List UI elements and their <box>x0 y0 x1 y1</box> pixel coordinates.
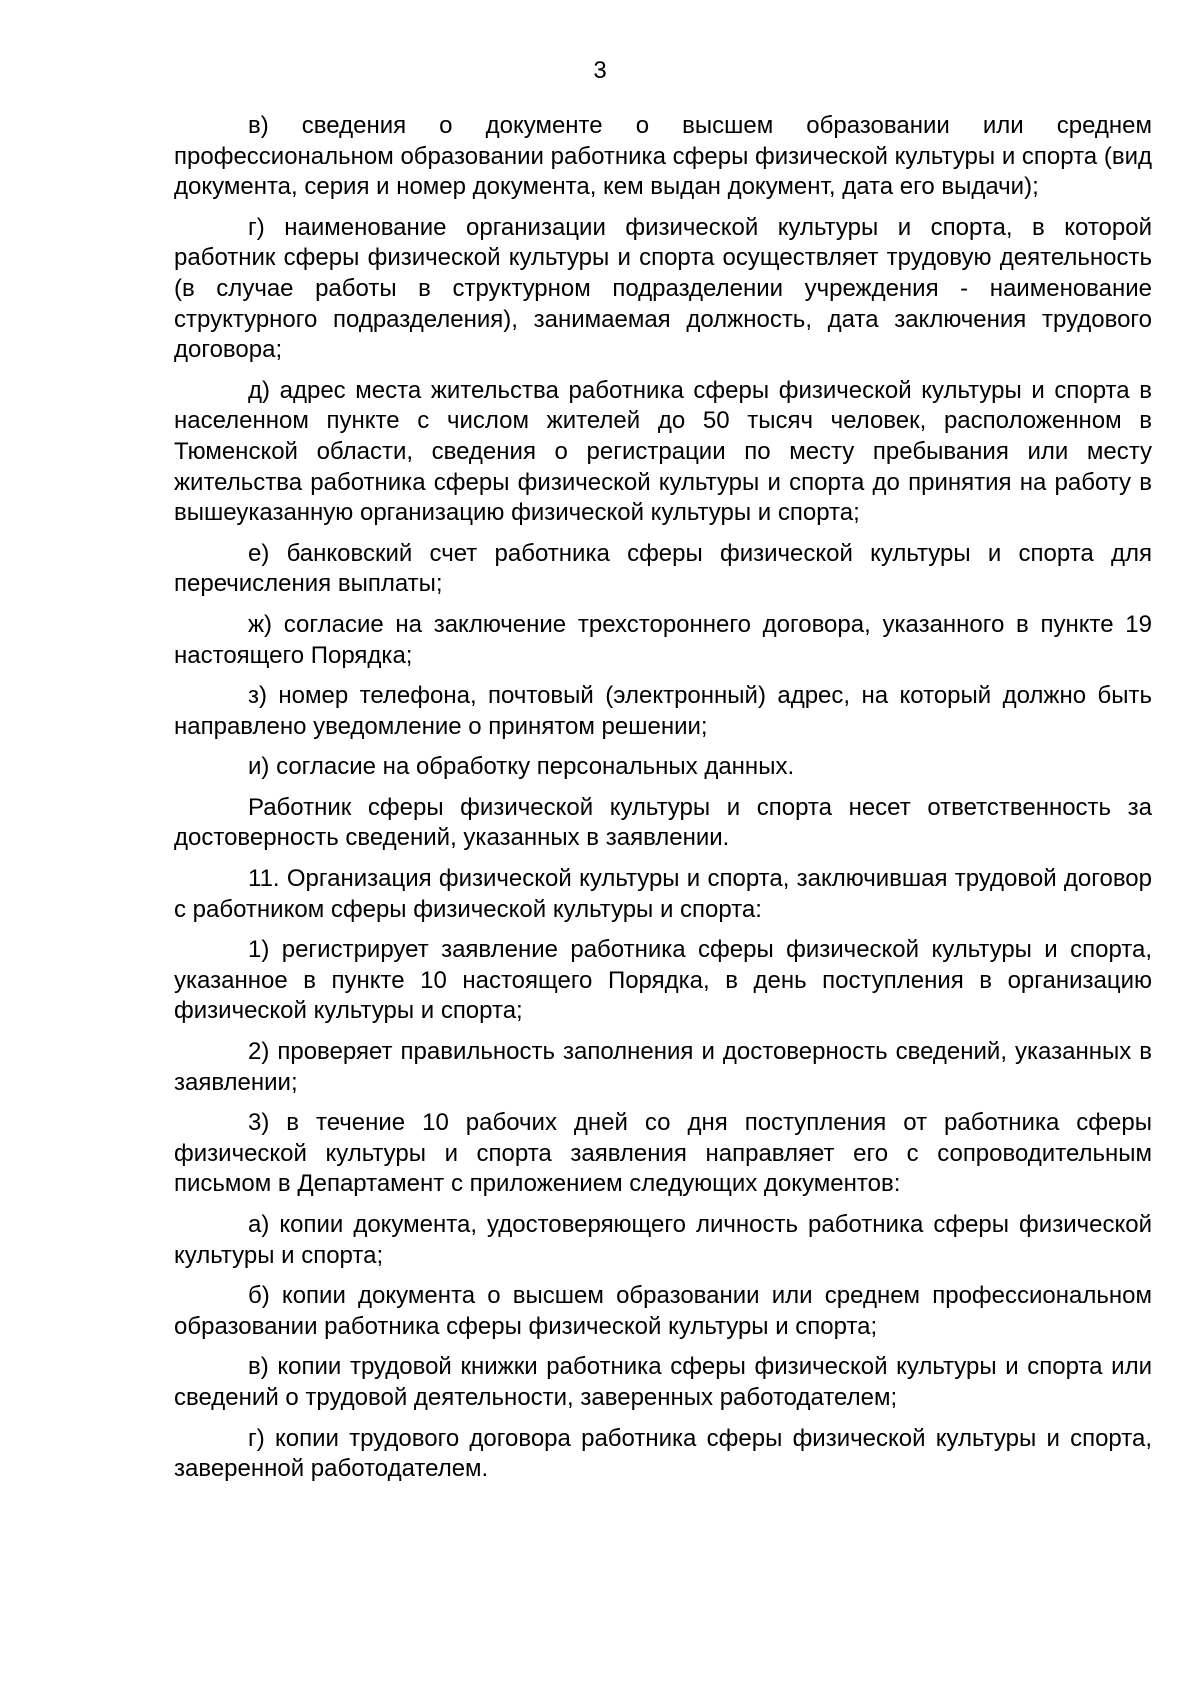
paragraph-item-e: е) банковский счет работника сферы физической культуры и спорта для перечисления выплаты; <box>174 539 1152 598</box>
paragraph-subclause-3: 3) в течение 10 рабочих дней со дня поступления от работника сферы физической культуры и спорта заявления направляет его с сопроводительным письмом в Департамент с приложением следующих документов: <box>174 1109 1152 1198</box>
paragraph-attachment-g: г) копии трудового договора работника сферы физической культуры и спорта, заверенной работодателем. <box>174 1424 1152 1483</box>
paragraph-item-v: в) сведения о документе о высшем образовании или среднем профессиональном образовании работника сферы физической культуры и спорта (вид документа, серия и номер документа, кем выдан документ, дата его выдачи); <box>174 112 1152 201</box>
paragraph-item-g: г) наименование организации физической культуры и спорта, в которой работник сферы физической культуры и спорта осуществляет трудовую деятельность (в случае работы в структурном подразделении учреждения - наименование структурного подразделения), занимаемая должность, дата заключения трудового договора; <box>174 213 1152 364</box>
paragraph-item-z: з) номер телефона, почтовый (электронный) адрес, на который должно быть направлено уведомление о принятом решении; <box>174 682 1152 740</box>
paragraph-item-zh: ж) согласие на заключение трехстороннего договора, указанного в пункте 19 настоящего Порядка; <box>174 610 1152 669</box>
paragraph-attachment-a: а) копии документа, удостоверяющего личность работника сферы физической культуры и спорта; <box>174 1211 1152 1269</box>
paragraph-item-i: и) согласие на обработку персональных данных. <box>248 753 795 781</box>
paragraph-subclause-1: 1) регистрирует заявление работника сферы физической культуры и спорта, указанное в пункте 10 настоящего Порядка, в день поступления в организацию физической культуры и спорта; <box>174 936 1152 1025</box>
paragraph-responsibility: Работник сферы физической культуры и спорта несет ответственность за достоверность сведений, указанных в заявлении. <box>174 793 1152 852</box>
paragraph-attachment-b: б) копии документа о высшем образовании или среднем профессиональном образовании работника сферы физической культуры и спорта; <box>174 1282 1152 1340</box>
page-number: 3 <box>593 57 607 84</box>
document-body <box>174 111 1152 1495</box>
paragraph-subclause-2: 2) проверяет правильность заполнения и достоверность сведений, указанных в заявлении; <box>174 1038 1152 1096</box>
paragraph-attachment-v: в) копии трудовой книжки работника сферы физической культуры и спорта или сведений о трудовой деятельности, заверенных работодателем; <box>174 1353 1152 1411</box>
paragraph-item-d: д) адрес места жительства работника сферы физической культуры и спорта в населенном пункте с числом жителей до 50 тысяч человек, расположенном в Тюменской области, сведения о регистрации по месту пребывания или месту жительства работника сферы физической культуры и спорта до принятия на работу в вышеуказанную организацию физической культуры и спорта; <box>174 376 1152 527</box>
paragraph-clause-11: 11. Организация физической культуры и спорта, заключившая трудовой договор с работником сферы физической культуры и спорта: <box>174 865 1152 923</box>
